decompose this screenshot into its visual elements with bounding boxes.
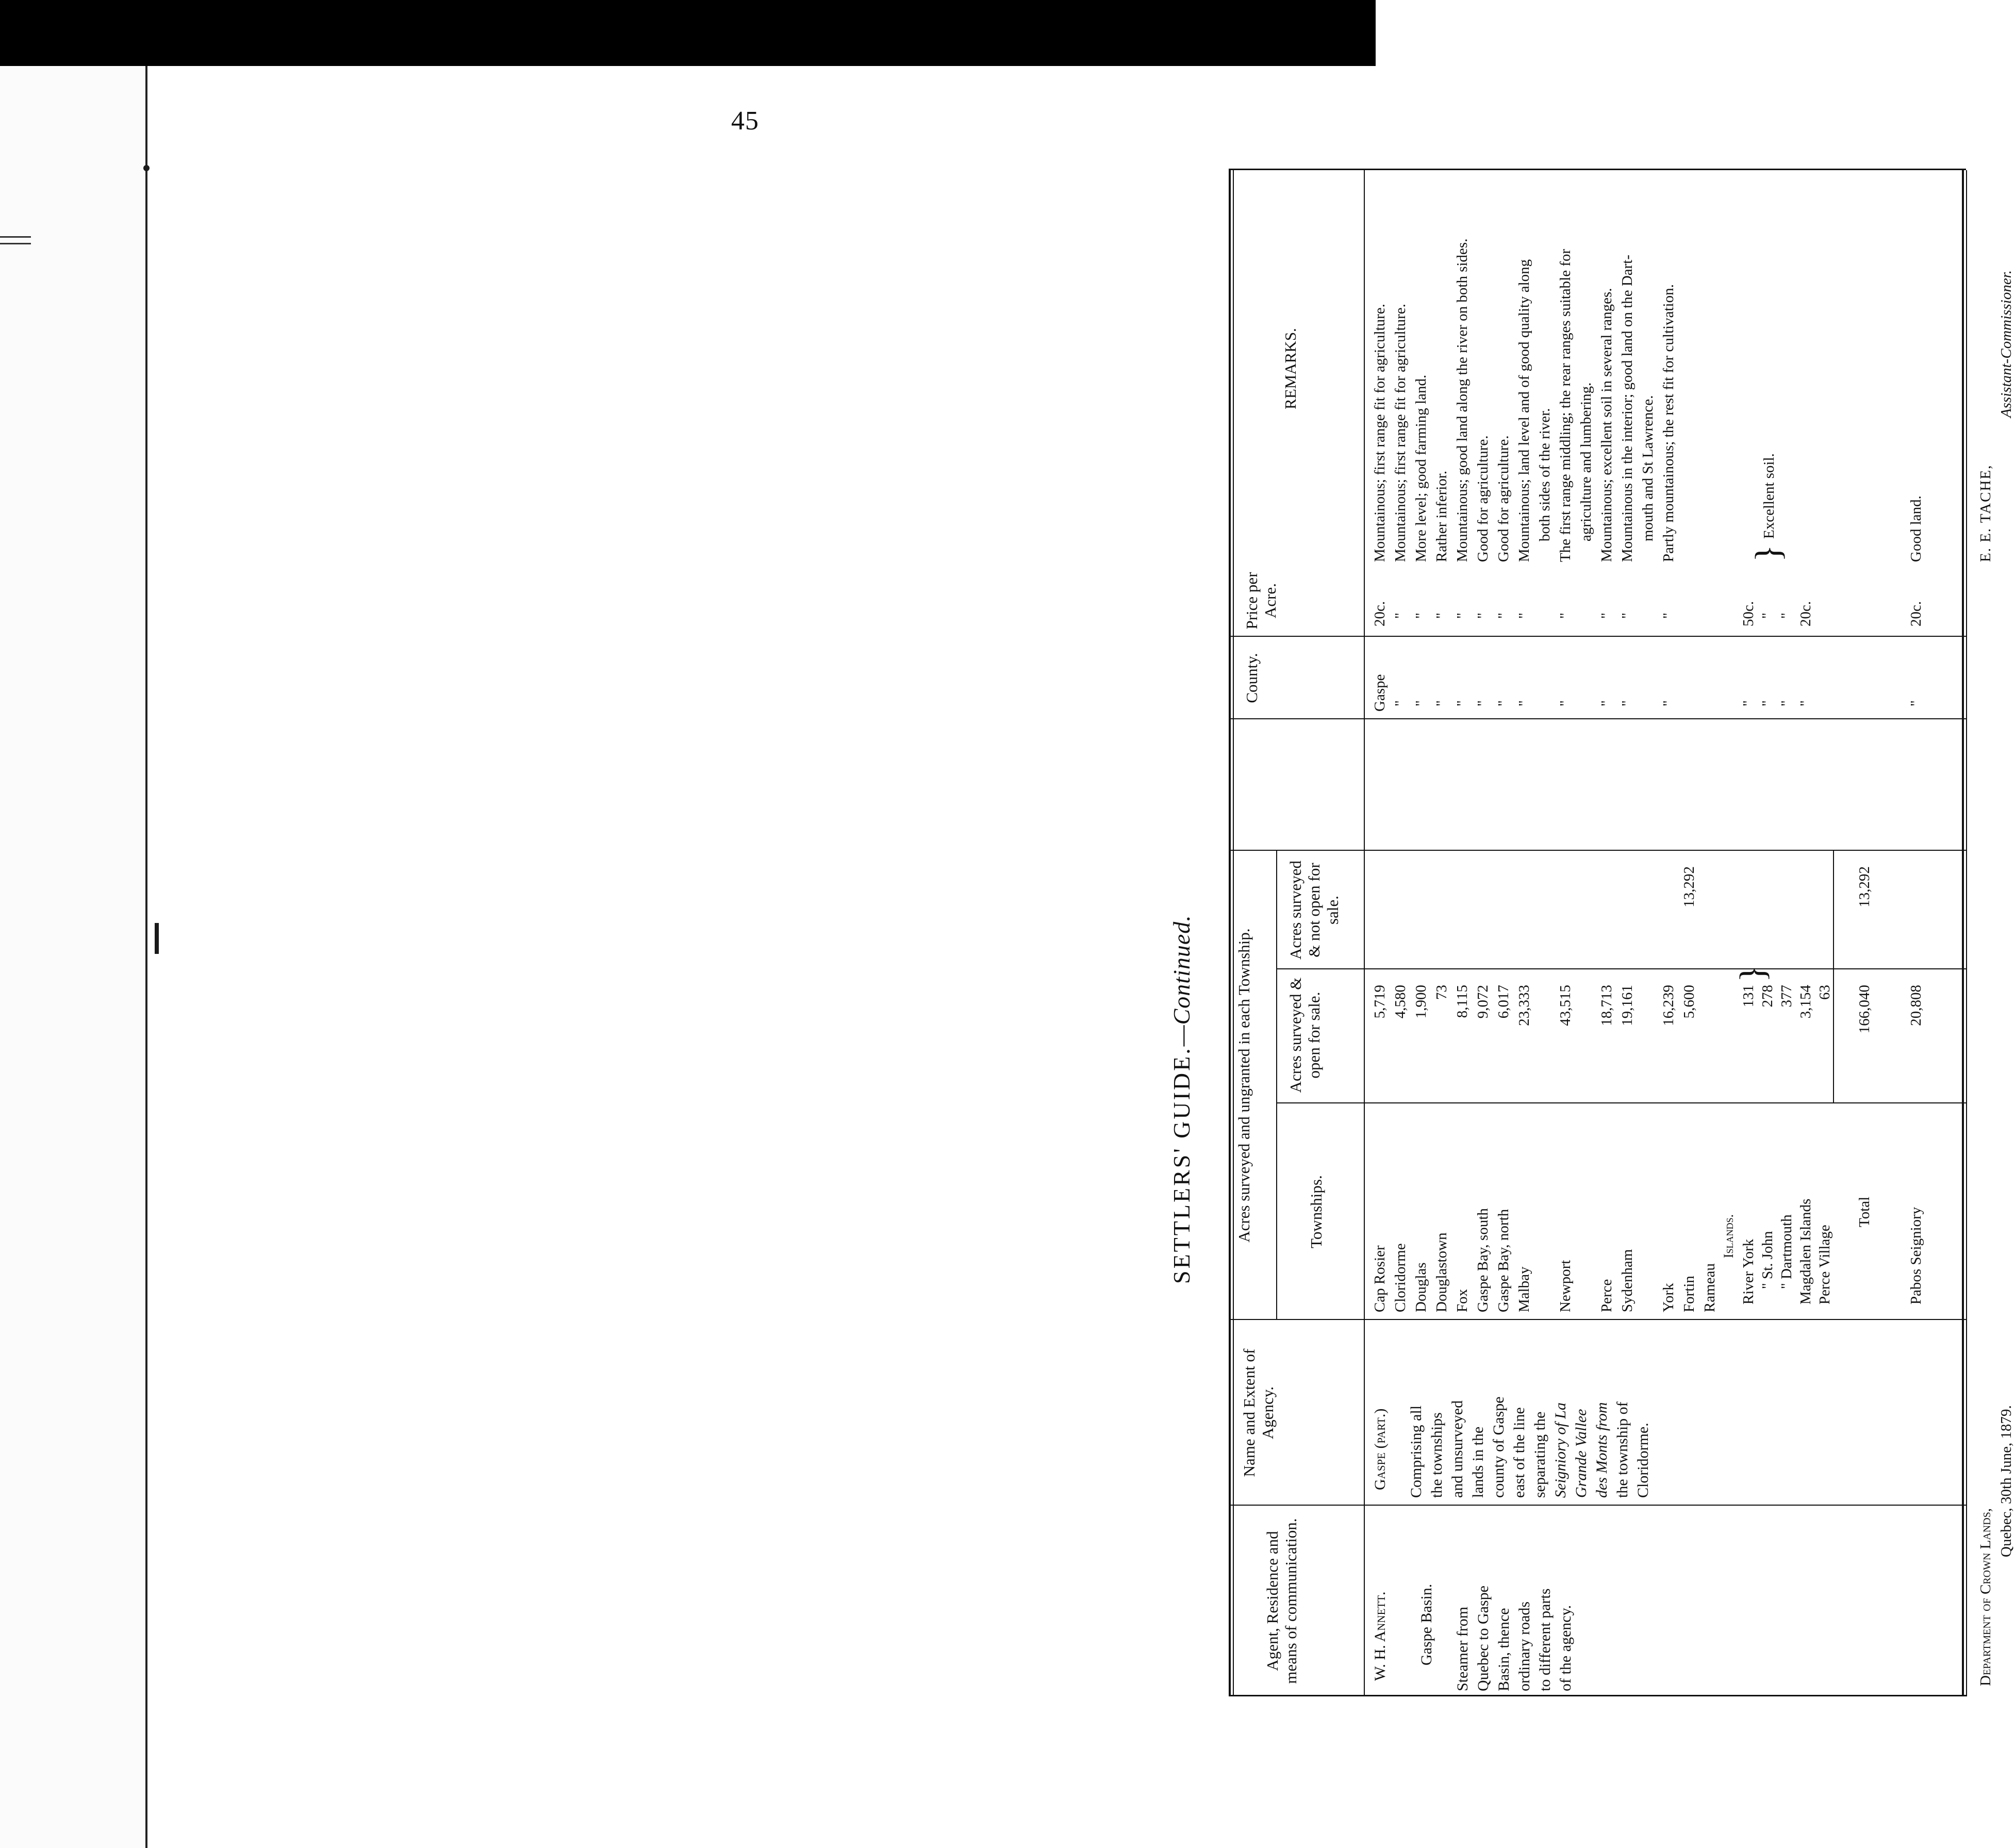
header-price: Price per Acre.	[1243, 572, 1279, 630]
township-cell: York	[1660, 1283, 1677, 1312]
rotated-table-page	[1165, 150, 2014, 1696]
township-cell: Gaspe Bay, north	[1495, 1209, 1512, 1312]
township-cell: Perce	[1598, 1279, 1615, 1312]
island-open-acres: 3,154	[1797, 985, 1814, 1019]
island-open-acres: 131	[1740, 985, 1757, 1008]
header-not-open: Acres surveyed & not open for sale.	[1286, 861, 1342, 960]
agency-extent-6: east of the line	[1511, 1407, 1528, 1498]
open-acres: 5,600	[1681, 985, 1697, 1019]
pabos-remark: Good land.	[1908, 496, 1924, 562]
agency-extent-9: Grande Vallee	[1573, 1409, 1590, 1498]
county-cell: "	[1454, 700, 1471, 706]
header-townships: Townships.	[1307, 1175, 1325, 1248]
remark-cell: Good for agriculture.	[1475, 435, 1491, 562]
page-title	[1168, 915, 1195, 1284]
township-cell: Gaspe Bay, south	[1475, 1208, 1491, 1312]
county-cell: "	[1660, 700, 1677, 706]
header-open: Acres surveyed & open for sale.	[1286, 977, 1323, 1093]
agent-comm-4: ordinary roads	[1516, 1601, 1533, 1691]
agency-extent-11: the township of	[1614, 1401, 1631, 1498]
township-cell: Newport	[1557, 1260, 1574, 1312]
price-cell: "	[1433, 613, 1450, 619]
island-open-acres: 377	[1778, 985, 1795, 1008]
agency-extent-4: lands in the	[1469, 1426, 1487, 1498]
agency-extent-1: Comprising all	[1408, 1405, 1425, 1498]
island-county: "	[1778, 700, 1795, 706]
island-county: "	[1759, 700, 1776, 706]
header-remarks: REMARKS.	[1281, 328, 1299, 409]
island-cell: Magdalen Islands	[1797, 1198, 1814, 1305]
island-price: "	[1759, 613, 1776, 619]
table-top-rule-inner	[1233, 170, 1234, 1696]
open-acres: 18,713	[1598, 985, 1615, 1026]
islands-remark: Excellent soil.	[1761, 453, 1777, 539]
township-cell: Cap Rosier	[1372, 1245, 1388, 1312]
islands-remark-brace: }	[1748, 544, 1788, 562]
agent-comm-2: Quebec to Gaspe	[1475, 1586, 1492, 1691]
open-acres: 6,017	[1495, 985, 1512, 1019]
island-price: 50c.	[1740, 601, 1757, 626]
agent-comm-6: of the agency.	[1557, 1605, 1574, 1691]
header-acres-group: Acres surveyed and ungranted in each Township.	[1235, 928, 1253, 1243]
price-cell: "	[1516, 613, 1532, 619]
township-cell: Cloridorme	[1392, 1243, 1409, 1312]
footer-signature: E. E. TACHE,	[1977, 464, 1994, 562]
townships-col-rule	[1276, 1102, 1966, 1103]
remark-cell: Mountainous; land level and of good quality along	[1516, 259, 1532, 562]
binding-mark	[155, 923, 159, 954]
county-cell: "	[1557, 700, 1574, 706]
footer-department: Department of Crown Lands,	[1977, 1508, 1994, 1686]
facing-page-edge	[0, 66, 147, 1848]
remark-cell-cont: agriculture and lumbering.	[1578, 382, 1594, 541]
price-cell: "	[1495, 613, 1512, 619]
remark-cell: Partly mountainous; the rest fit for cultivation.	[1660, 284, 1677, 562]
remark-cell: Rather inferior.	[1433, 470, 1450, 562]
scan-top-border	[0, 0, 1376, 66]
island-cell: River York	[1740, 1239, 1757, 1305]
township-cell: Fox	[1454, 1289, 1471, 1312]
county-cell: "	[1433, 700, 1450, 706]
county-cell: "	[1495, 700, 1512, 706]
title-continued: —Continued.	[1168, 915, 1195, 1047]
header-agency: Name and Extent of Agency.	[1240, 1348, 1277, 1477]
county-cell: "	[1516, 700, 1532, 706]
island-county: "	[1797, 700, 1814, 706]
agency-extent-7: separating the	[1531, 1411, 1548, 1498]
island-county: "	[1740, 700, 1757, 706]
agency-extent-3: and unsurveyed	[1449, 1400, 1466, 1498]
total-not-open-acres: 13,292	[1856, 866, 1873, 908]
island-open-acres: 63	[1816, 985, 1833, 1000]
price-cell: 20c.	[1372, 601, 1388, 626]
table-right-rule	[1229, 169, 1966, 170]
county-cell: "	[1598, 700, 1615, 706]
township-cell: Malbay	[1516, 1266, 1532, 1312]
price-cell: "	[1660, 613, 1677, 619]
table-top-rule	[1229, 170, 1231, 1696]
county-cell: "	[1619, 700, 1636, 706]
agent-comm-3: Basin, thence	[1495, 1608, 1512, 1691]
remark-cell: Mountainous; good land along the river on both sides.	[1454, 238, 1471, 562]
pabos-township: Pabos Seigniory	[1908, 1207, 1924, 1305]
township-cell: Fortin	[1681, 1276, 1697, 1312]
remark-cell: More level; good farming land.	[1413, 374, 1429, 562]
table-bottom-rule-inner	[1966, 170, 1967, 1696]
agency-extent-10: des Monts from	[1593, 1402, 1610, 1498]
township-cell: Rameau	[1702, 1263, 1718, 1312]
agent-name: W. H. Annett.	[1372, 1591, 1389, 1681]
remark-cell: Mountainous; first range fit for agriculture.	[1392, 304, 1409, 562]
open-acres: 43,515	[1557, 985, 1574, 1026]
township-cell: Douglas	[1413, 1262, 1429, 1312]
price-cell: "	[1392, 613, 1409, 619]
remark-cell: Mountainous in the interior; good land on the Dart-	[1619, 254, 1636, 562]
island-cell: " St. John	[1759, 1231, 1776, 1289]
title-main: SETTLERS' GUIDE.	[1168, 1046, 1195, 1284]
price-col-rule	[1229, 636, 1966, 637]
island-price: 20c.	[1797, 601, 1814, 626]
pabos-county: "	[1908, 700, 1924, 706]
table-bottom-rule	[1962, 170, 1964, 1696]
price-cell: "	[1413, 613, 1429, 619]
open-acres: 16,239	[1660, 985, 1677, 1026]
agent-col-rule	[1229, 1505, 1966, 1506]
island-price: "	[1778, 613, 1795, 619]
county-cell: "	[1475, 700, 1491, 706]
county-col-rule	[1229, 718, 1966, 719]
open-acres: 19,161	[1619, 985, 1636, 1026]
price-cell: "	[1475, 613, 1491, 619]
page-number: 45	[731, 106, 759, 136]
footer-place-date: Quebec, 30th June, 1879.	[1998, 1405, 2014, 1557]
agency-col-rule	[1229, 1319, 1966, 1320]
agent-comm-1: Steamer from	[1454, 1606, 1471, 1691]
island-cell: " Dartmouth	[1778, 1214, 1795, 1289]
remark-cell: Good for agriculture.	[1495, 435, 1512, 562]
binding-dot	[143, 165, 150, 171]
island-open-acres: 278	[1759, 985, 1776, 1008]
county-cell: Gaspe	[1372, 674, 1388, 712]
remark-cell: The first range middling; the rear ranges suitable for	[1557, 249, 1574, 562]
agency-extent-2: the townships	[1428, 1412, 1445, 1498]
open-acres: 1,900	[1413, 985, 1429, 1019]
price-cell: "	[1454, 613, 1471, 619]
total-open-acres: 166,040	[1856, 985, 1873, 1034]
open-acres: 5,719	[1372, 985, 1388, 1019]
island-cell: Perce Village	[1816, 1225, 1833, 1305]
agency-name: Gaspe (part.)	[1372, 1408, 1389, 1490]
footer-signature-title: Assistant-Commissioner.	[1998, 270, 2014, 418]
pabos-price: 20c.	[1908, 601, 1924, 626]
remark-cell-cont: mouth and St Lawrence.	[1640, 395, 1656, 541]
open-acres: 9,072	[1475, 985, 1491, 1019]
facing-page-rule	[0, 236, 31, 244]
township-cell: Sydenham	[1619, 1249, 1636, 1312]
acres-group-rule	[1276, 851, 1277, 1320]
township-cell: Douglastown	[1433, 1232, 1450, 1312]
open-acres: 23,333	[1516, 985, 1532, 1026]
county-cell: "	[1413, 700, 1429, 706]
county-cell: "	[1392, 700, 1409, 706]
open-acres: 4,580	[1392, 985, 1409, 1019]
agent-comm-5: to different parts	[1537, 1588, 1554, 1691]
price-cell: "	[1598, 613, 1615, 619]
header-county: County.	[1243, 653, 1261, 703]
open-acres: 8,115	[1454, 985, 1471, 1018]
agency-extent-8: Seigniory of La	[1552, 1402, 1569, 1498]
not-open-acres: 13,292	[1681, 866, 1697, 908]
table-left-rule	[1229, 1695, 1966, 1696]
notopen-col-rule	[1229, 850, 1966, 851]
header-agent: Agent, Residence and means of communication.	[1263, 1518, 1300, 1684]
agency-extent-5: county of Gaspe	[1490, 1396, 1507, 1498]
agent-residence: Gaspe Basin.	[1418, 1583, 1435, 1665]
open-col-rule	[1276, 968, 1966, 969]
remark-cell: Mountainous; excellent soil in several ranges.	[1598, 288, 1615, 562]
header-bottom-rule	[1364, 170, 1365, 1696]
price-cell: "	[1619, 613, 1636, 619]
open-acres: 73	[1433, 985, 1450, 1000]
islands-brace: }	[1733, 965, 1773, 982]
total-label: Total	[1856, 1196, 1873, 1227]
remark-cell: Mountainous; first range fit for agriculture.	[1372, 304, 1388, 562]
pabos-open-acres: 20,808	[1908, 985, 1924, 1026]
remark-cell-cont: both sides of the river.	[1537, 408, 1553, 541]
price-cell: "	[1557, 613, 1574, 619]
islands-label: Islands.	[1721, 1214, 1736, 1258]
agency-extent-12: Cloridorme.	[1634, 1423, 1651, 1498]
